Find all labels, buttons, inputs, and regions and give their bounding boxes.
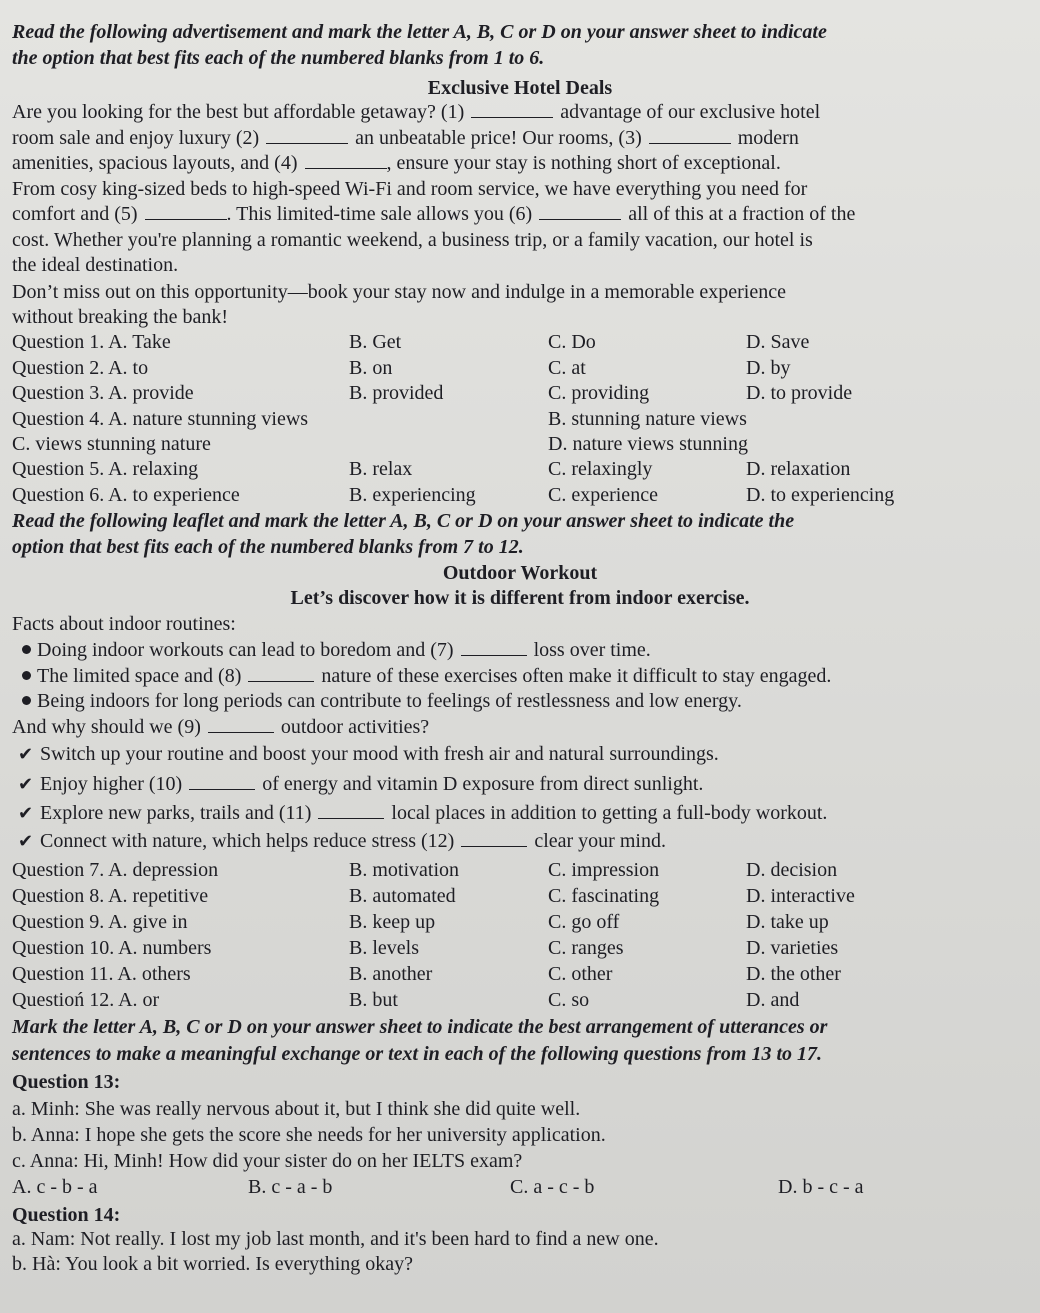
- question-14-utterance-b: b. Hà: You look a bit worried. Is everything okay?: [12, 1253, 414, 1275]
- question-6-option-b[interactable]: B. experiencing: [349, 484, 476, 506]
- question-13-utterance-a: a. Minh: She was really nervous about it, but I think she did quite well.: [12, 1098, 581, 1120]
- question-8-option-a[interactable]: Question 8. A. repetitive: [12, 885, 209, 907]
- text: Doing indoor workouts can lead to boredom and (7): [37, 639, 454, 661]
- question-13-option-c[interactable]: C. a - c - b: [510, 1176, 595, 1198]
- question-11-option-d[interactable]: D. the other: [746, 963, 841, 985]
- text: Enjoy higher (10): [40, 773, 183, 795]
- blank-10: [189, 775, 255, 790]
- question-3-option-a[interactable]: Question 3. A. provide: [12, 382, 194, 404]
- question-11-option-c[interactable]: C. other: [548, 963, 613, 985]
- text: outdoor activities?: [280, 716, 430, 738]
- question-2-option-a[interactable]: Question 2. A. to: [12, 357, 149, 379]
- bullet-icon: [22, 671, 31, 680]
- question-6-option-c[interactable]: C. experience: [548, 484, 658, 506]
- facts-heading: Facts about indoor routines:: [12, 613, 236, 635]
- question-13-option-b[interactable]: B. c - a - b: [248, 1176, 333, 1198]
- question-14-utterance-a: a. Nam: Not really. I lost my job last month, and it's been hard to find a new one.: [12, 1228, 659, 1250]
- fact-item: [22, 664, 831, 688]
- blank-7: [461, 641, 527, 656]
- text: amenities, spacious layouts, and (4): [12, 152, 298, 174]
- instruction-1-line-2: the option that best fits each of the numbered blanks from 1 to 6.: [12, 47, 545, 69]
- check-item: [18, 801, 827, 826]
- advert-title: Exclusive Hotel Deals: [427, 77, 613, 99]
- text: local places in addition to getting a full-body workout.: [391, 802, 828, 824]
- checkmark-icon: ✔: [18, 831, 34, 852]
- question-2-option-c[interactable]: C. at: [548, 357, 586, 379]
- question-1-option-a[interactable]: Question 1. A. Take: [12, 331, 171, 353]
- advert-line: [12, 202, 855, 226]
- blank-11: [318, 804, 384, 819]
- bullet-icon: [22, 696, 31, 705]
- instruction-3-line-1: Mark the letter A, B, C or D on your answer sheet to indicate the best arrangement of utterances or: [12, 1016, 828, 1038]
- text: an unbeatable price! Our rooms, (3): [355, 127, 642, 149]
- text: advantage of our exclusive hotel: [560, 101, 821, 123]
- checkmark-icon: ✔: [18, 774, 34, 795]
- blank-8: [248, 667, 314, 682]
- leaflet-subtitle: Let’s discover how it is different from indoor exercise.: [290, 587, 750, 609]
- question-10-option-a[interactable]: Question 10. A. numbers: [12, 937, 212, 959]
- question-8-option-d[interactable]: D. interactive: [746, 885, 855, 907]
- question-9-option-a[interactable]: Question 9. A. give in: [12, 911, 188, 933]
- question-12-option-c[interactable]: C. so: [548, 989, 590, 1011]
- instruction-2-line-1: Read the following leaflet and mark the letter A, B, C or D on your answer sheet to indicate the: [12, 510, 795, 532]
- instruction-3-line-2: sentences to make a meaningful exchange or text in each of the following questions from 13 to 17.: [12, 1043, 823, 1065]
- blank-1: [471, 103, 553, 118]
- question-5-option-c[interactable]: C. relaxingly: [548, 458, 653, 480]
- text: Are you looking for the best but affordable getaway? (1): [12, 101, 465, 123]
- question-6-option-a[interactable]: Question 6. A. to experience: [12, 484, 240, 506]
- blank-3: [649, 129, 731, 144]
- blank-2: [266, 129, 348, 144]
- advert-line: [12, 100, 820, 124]
- text: clear your mind.: [534, 830, 666, 852]
- question-14-title: Question 14:: [12, 1204, 121, 1226]
- question-5-option-a[interactable]: Question 5. A. relaxing: [12, 458, 199, 480]
- text: Connect with nature, which helps reduce stress (12): [40, 830, 455, 852]
- question-7-option-d[interactable]: D. decision: [746, 859, 838, 881]
- blank-5: [145, 205, 227, 220]
- question-7-option-b[interactable]: B. motivation: [349, 859, 459, 881]
- question-5-option-d[interactable]: D. relaxation: [746, 458, 851, 480]
- question-8-option-b[interactable]: B. automated: [349, 885, 456, 907]
- question-3-option-b[interactable]: B. provided: [349, 382, 444, 404]
- question-13-title: Question 13:: [12, 1071, 121, 1093]
- question-1-option-c[interactable]: C. Do: [548, 331, 596, 353]
- question-4-option-a[interactable]: Question 4. A. nature stunning views: [12, 408, 309, 430]
- question-2-option-d[interactable]: D. by: [746, 357, 791, 379]
- text: And why should we (9): [12, 716, 201, 738]
- question-9-option-c[interactable]: C. go off: [548, 911, 620, 933]
- text: all of this at a fraction of the: [628, 203, 856, 225]
- text: loss over time.: [533, 639, 651, 661]
- check-item: [18, 829, 666, 854]
- question-8-option-c[interactable]: C. fascinating: [548, 885, 660, 907]
- question-4-option-d[interactable]: D. nature views stunning: [548, 433, 748, 455]
- text: . This limited-time sale allows you (6): [226, 203, 533, 225]
- blank-6: [539, 205, 621, 220]
- instruction-1-line-1: Read the following advertisement and mark the letter A, B, C or D on your answer sheet to indicate: [12, 21, 827, 43]
- question-10-option-b[interactable]: B. levels: [349, 937, 419, 959]
- question-7-option-c[interactable]: C. impression: [548, 859, 660, 881]
- question-3-option-d[interactable]: D. to provide: [746, 382, 853, 404]
- question-1-option-b[interactable]: B. Get: [349, 331, 402, 353]
- question-9-option-d[interactable]: D. take up: [746, 911, 829, 933]
- question-13-option-d[interactable]: D. b - c - a: [778, 1176, 864, 1198]
- text: room sale and enjoy luxury (2): [12, 127, 260, 149]
- advert-line: Don’t miss out on this opportunity—book your stay now and indulge in a memorable experience: [12, 281, 786, 303]
- bullet-icon: [22, 645, 31, 654]
- question-13-utterance-b: b. Anna: I hope she gets the score she needs for her university application.: [12, 1124, 606, 1146]
- question-12-option-d[interactable]: D. and: [746, 989, 800, 1011]
- text: modern: [737, 127, 799, 149]
- question-10-option-c[interactable]: C. ranges: [548, 937, 624, 959]
- question-3-option-c[interactable]: C. providing: [548, 382, 650, 404]
- blank-9: [208, 718, 274, 733]
- advert-line: without breaking the bank!: [12, 306, 229, 328]
- question-13-utterance-c: c. Anna: Hi, Minh! How did your sister do on her IELTS exam?: [12, 1150, 523, 1172]
- advert-line: [12, 126, 799, 150]
- question-11-option-a[interactable]: Question 11. A. others: [12, 963, 191, 985]
- question-5-option-b[interactable]: B. relax: [349, 458, 413, 480]
- blank-12: [461, 832, 527, 847]
- leaflet-title: Outdoor Workout: [442, 562, 598, 584]
- text: nature of these exercises often make it difficult to stay engaged.: [321, 665, 832, 687]
- fact-item: [22, 689, 742, 713]
- advert-line: [12, 151, 781, 175]
- text: The limited space and (8): [37, 665, 242, 687]
- text: of energy and vitamin D exposure from direct sunlight.: [262, 773, 704, 795]
- check-item: [18, 742, 719, 767]
- question-1-option-d[interactable]: D. Save: [746, 331, 810, 353]
- question-4-option-b[interactable]: B. stunning nature views: [548, 408, 747, 430]
- question-11-option-b[interactable]: B. another: [349, 963, 433, 985]
- question-4-option-c[interactable]: C. views stunning nature: [12, 433, 211, 455]
- text: Explore new parks, trails and (11): [40, 802, 312, 824]
- question-9-option-b[interactable]: B. keep up: [349, 911, 436, 933]
- blank-4: [305, 154, 387, 169]
- question-13-option-a[interactable]: A. c - b - a: [12, 1176, 98, 1198]
- fact-item: [22, 638, 651, 662]
- question-2-option-b[interactable]: B. on: [349, 357, 393, 379]
- checkmark-icon: ✔: [18, 744, 34, 765]
- question-7-option-a[interactable]: Question 7. A. depression: [12, 859, 219, 881]
- advert-line: cost. Whether you're planning a romantic weekend, a business trip, or a family vacation, our hotel is: [12, 229, 813, 251]
- question-12-option-b[interactable]: B. but: [349, 989, 398, 1011]
- question-6-option-d[interactable]: D. to experiencing: [746, 484, 895, 506]
- text: , ensure your stay is nothing short of exceptional.: [386, 152, 781, 174]
- advert-line: From cosy king-sized beds to high-speed Wi-Fi and room service, we have everything you need for: [12, 178, 808, 200]
- text: Being indoors for long periods can contribute to feelings of restlessness and low energy.: [37, 690, 742, 712]
- instruction-2-line-2: option that best fits each of the numbered blanks from 7 to 12.: [12, 536, 524, 558]
- text: comfort and (5): [12, 203, 138, 225]
- checkmark-icon: ✔: [18, 803, 34, 824]
- why-question: [12, 715, 429, 739]
- text: Switch up your routine and boost your mood with fresh air and natural surroundings.: [40, 743, 719, 765]
- advert-line: the ideal destination.: [12, 254, 179, 276]
- question-10-option-d[interactable]: D. varieties: [746, 937, 839, 959]
- check-item: [18, 772, 703, 797]
- question-12-option-a[interactable]: Questioń 12. A. or: [12, 989, 160, 1011]
